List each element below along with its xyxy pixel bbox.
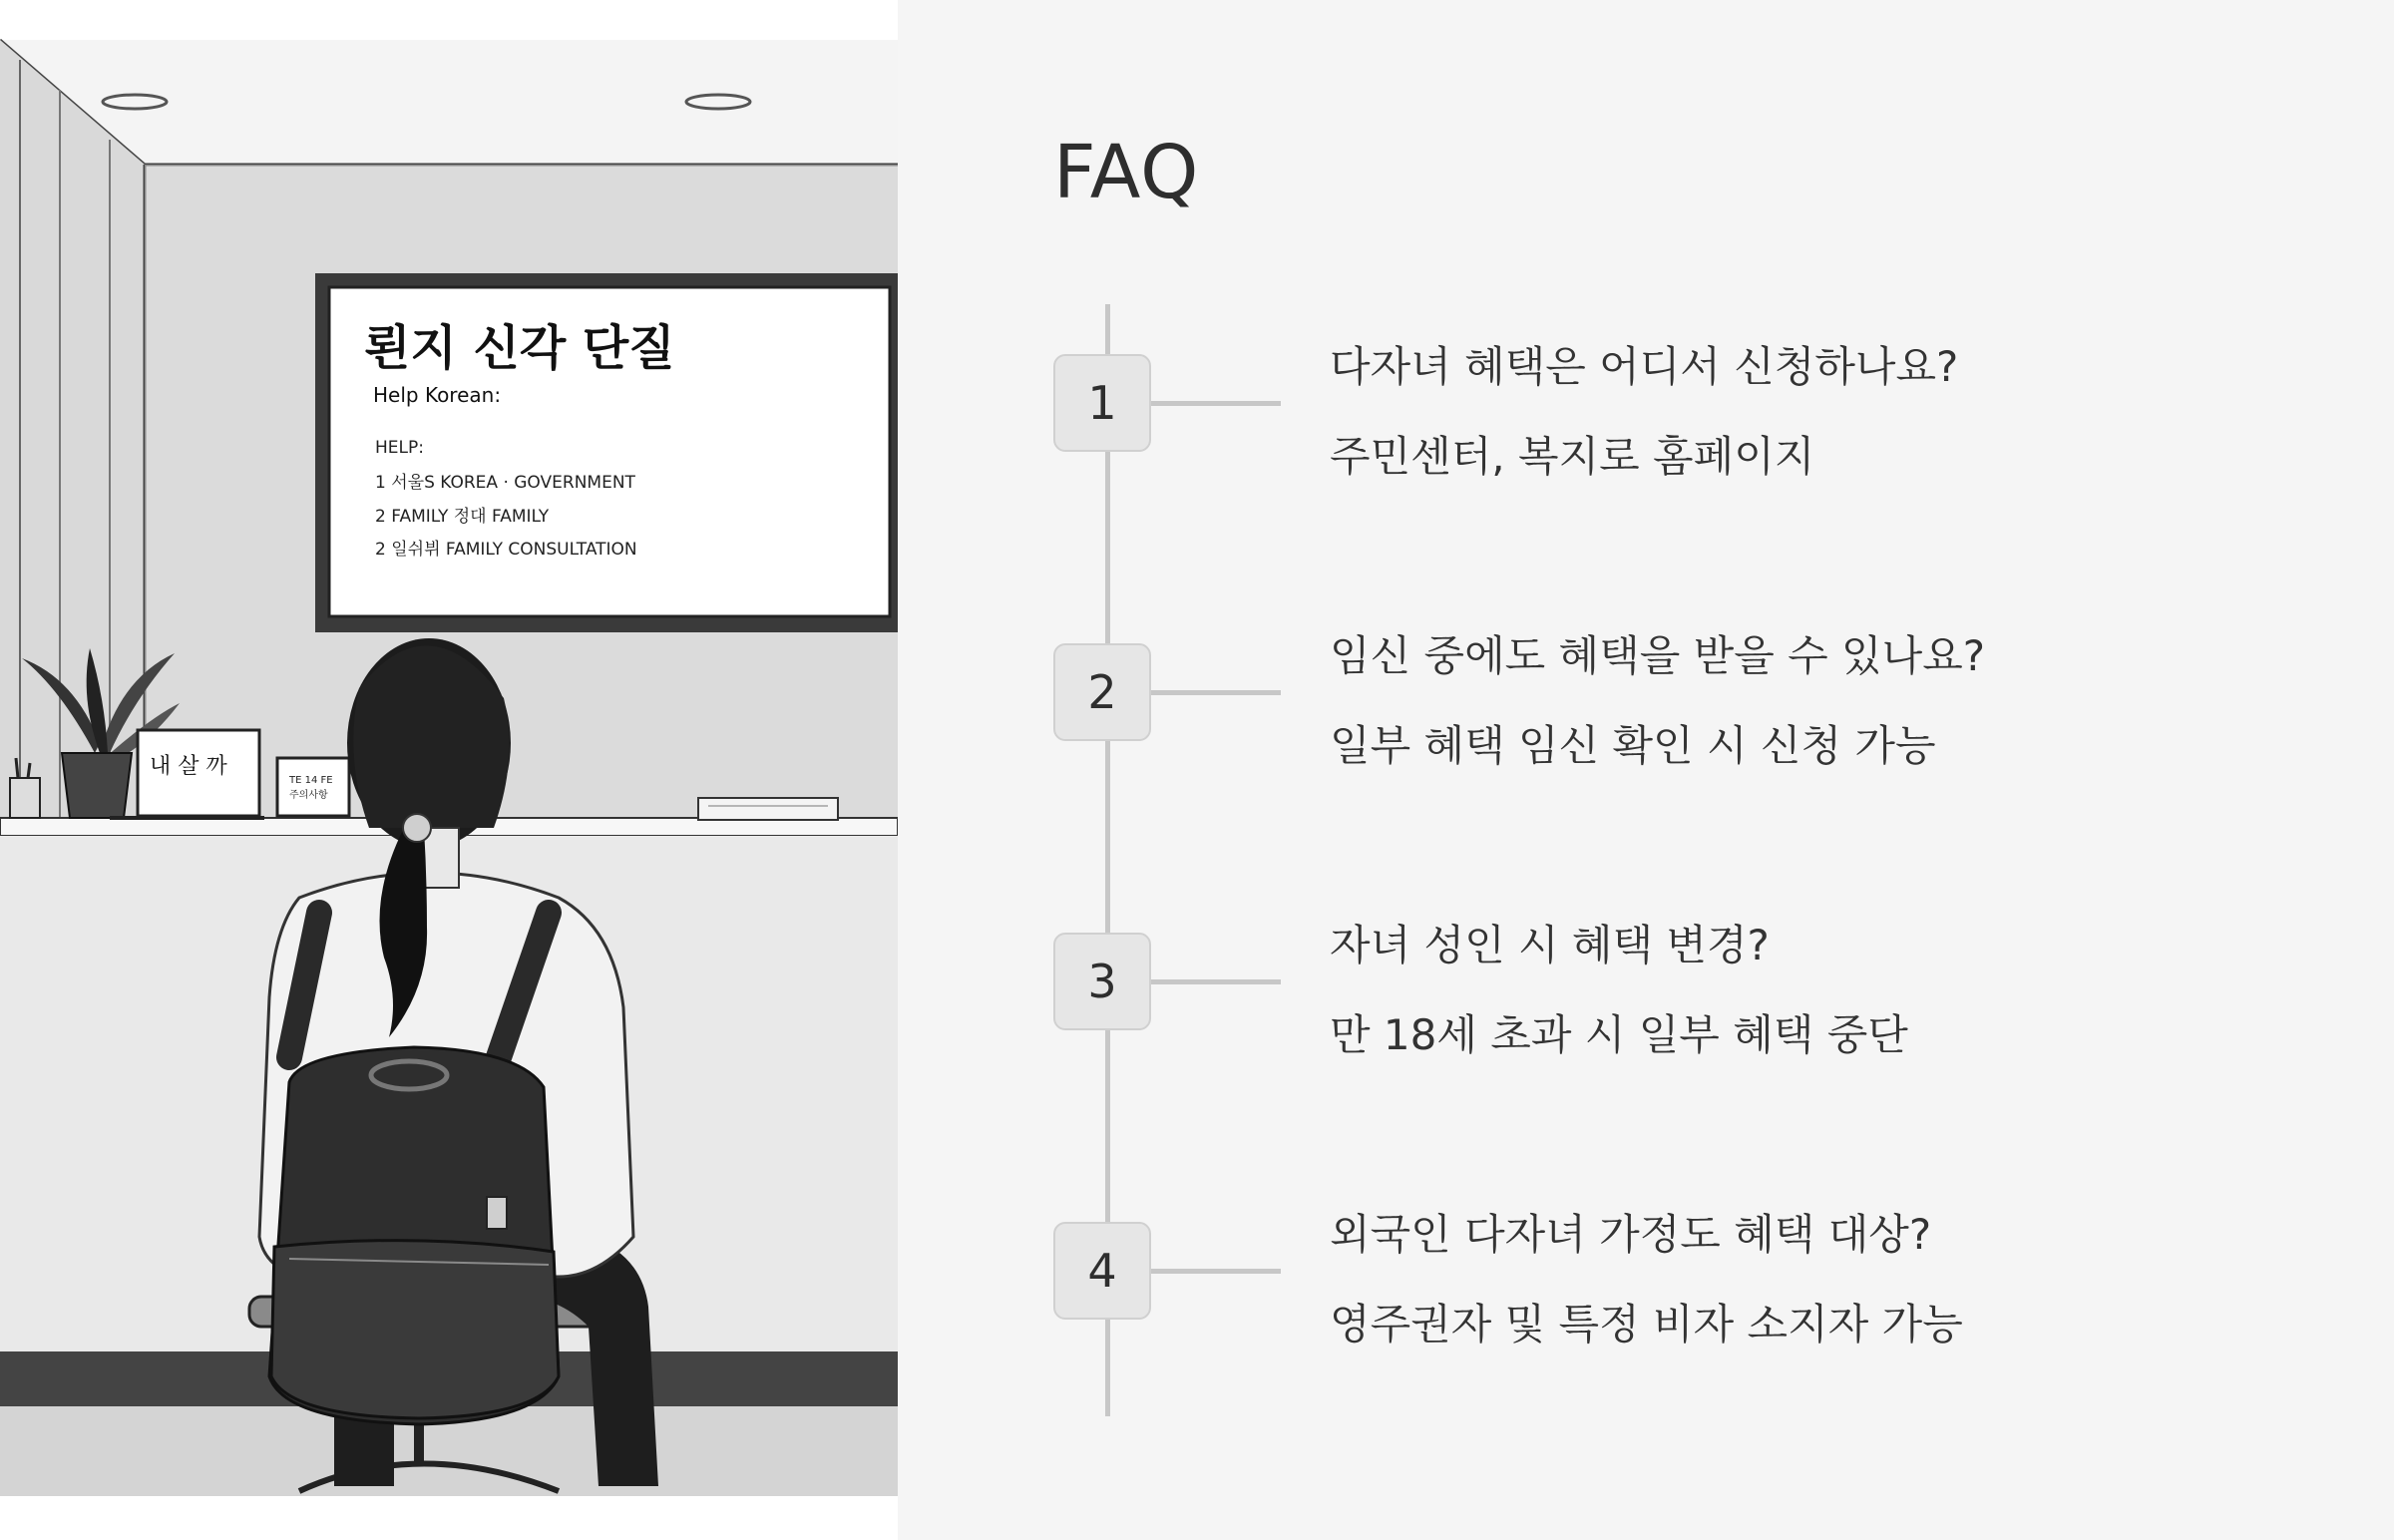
faq-title: FAQ [1053,130,1200,215]
faq-question: 외국인 다자녀 가정도 혜택 대상? [1330,1210,1932,1259]
faq-number-badge: 4 [1053,1222,1151,1320]
faq-number-badge: 1 [1053,354,1151,452]
sign-title: 뢴지 신각 단질 [364,320,675,376]
faq-question: 자녀 성인 시 혜택 변경? [1330,921,1770,969]
faq-item-4 [1053,1210,2350,1421]
desk-card-text: 내 살 까 [150,754,227,779]
faq-answer: 일부 혜택 임신 확인 시 신청 가능 [1330,721,1936,770]
desk-note-line-2: 주의사항 [289,790,328,801]
timeline-connector [1151,690,1281,695]
faq-number-badge: 3 [1053,933,1151,1030]
sign-line-2: 2 FAMILY 정대 FAMILY [375,507,550,527]
desk-note-line-1: TE 14 FE [289,775,333,786]
faq-answer: 주민센터, 복지로 홈페이지 [1330,432,1815,481]
faq-item-1 [1053,342,2350,554]
faq-number-badge: 2 [1053,643,1151,741]
faq-item-3 [1053,921,2350,1132]
timeline-connector [1151,979,1281,984]
faq-answer: 영주권자 및 특정 비자 소지자 가능 [1330,1300,1963,1348]
timeline-connector [1151,1269,1281,1274]
illustration [0,0,898,1540]
sign-line-3: 2 일쉬뷔 FAMILY CONSULTATION [375,540,637,560]
faq-answer: 만 18세 초과 시 일부 혜택 중단 [1330,1010,1908,1059]
timeline-connector [1151,401,1281,406]
faq-item-2 [1053,631,2350,843]
faq-panel [898,0,2394,1540]
faq-question: 다자녀 혜택은 어디서 신청하나요? [1330,342,1959,391]
sign-help: HELP: [375,438,424,458]
sign-subtitle: Help Korean: [373,383,502,407]
faq-question: 임신 중에도 혜택을 받을 수 있나요? [1330,631,1986,680]
sign-line-1: 1 서울S KOREA · GOVERNMENT [375,473,635,493]
